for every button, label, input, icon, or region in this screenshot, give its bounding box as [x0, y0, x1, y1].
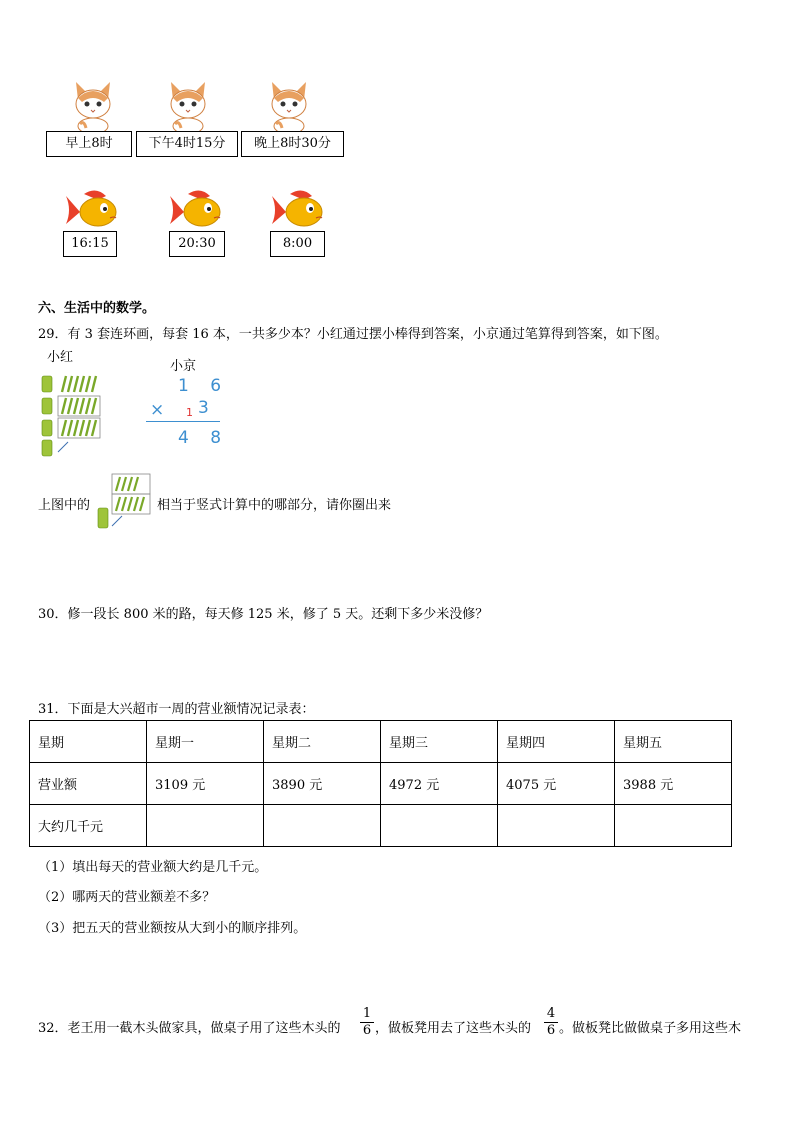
question-29-prompt-after: 相当于竖式计算中的哪部分，请你圈出来	[157, 498, 392, 513]
question-31-sub1: （1）填出每天的营业额大约是几千元。	[38, 860, 268, 875]
clock-label-box: 20:30	[169, 231, 225, 257]
table-cell: 4075 元	[498, 763, 615, 805]
table-header-cell: 星期二	[264, 721, 381, 763]
calc-top-digits: 1 6	[178, 376, 230, 396]
calc-line	[146, 421, 220, 422]
table-header-cell: 星期四	[498, 721, 615, 763]
time-label-box: 早上8时	[46, 131, 132, 157]
question-31-sub3: （3）把五天的营业额按从大到小的顺序排列。	[38, 921, 307, 936]
question-30-text: 30．修一段长 800 米的路，每天修 125 米，修了 5 天。还剩下多少米没修？	[38, 607, 489, 622]
time-label-box: 下午4时15分	[136, 131, 238, 157]
clock-label-box: 8:00	[270, 231, 325, 257]
table-cell: 3890 元	[264, 763, 381, 805]
table-header-cell: 星期五	[615, 721, 732, 763]
table-cell: 3988 元	[615, 763, 732, 805]
calc-result-digits: 4 8	[178, 428, 230, 448]
answer-cell[interactable]	[147, 805, 264, 847]
table-row	[30, 721, 732, 763]
calc-times-sign: ×	[150, 400, 165, 420]
fraction-four-sixths	[544, 1006, 558, 1039]
calc-carry-digit: 1	[186, 406, 193, 419]
question-31-sub2: （2）哪两天的营业额差不多？	[38, 890, 216, 905]
table-cell: 营业额	[30, 763, 147, 805]
table-header-cell: 星期三	[381, 721, 498, 763]
answer-cell[interactable]	[381, 805, 498, 847]
sales-table	[29, 720, 732, 847]
answer-cell[interactable]	[498, 805, 615, 847]
question-32-part2: ，做板凳用去了这些木头的	[375, 1021, 532, 1036]
answer-cell[interactable]	[264, 805, 381, 847]
xiaojing-label: 小京	[170, 359, 197, 374]
fraction-denominator: 6	[546, 1023, 556, 1038]
table-header-cell: 星期	[30, 721, 147, 763]
table-header-cell: 星期一	[147, 721, 264, 763]
sticks-group-image	[94, 472, 154, 532]
question-31-text: 31．下面是大兴超市一周的营业额情况记录表：	[38, 702, 315, 717]
fraction-denominator: 6	[362, 1023, 372, 1038]
answer-cell[interactable]	[615, 805, 732, 847]
table-cell: 大约几千元	[30, 805, 147, 847]
clock-label-box: 16:15	[63, 231, 117, 257]
xiaohong-label: 小红	[47, 350, 74, 365]
fraction-one-sixth	[360, 1006, 374, 1039]
question-29-text: 29．有 3 套连环画，每套 16 本，一共多少本？小红通过摆小棒得到答案，小京通过笔算得到答案，如下图。	[38, 327, 668, 342]
table-row	[30, 805, 732, 847]
time-label-box: 晚上8时30分	[241, 131, 344, 157]
fish-image	[62, 188, 120, 232]
cat-image	[266, 80, 312, 132]
fraction-numerator: 4	[544, 1006, 558, 1023]
cat-image	[165, 80, 211, 132]
fish-image	[268, 188, 326, 232]
question-32-part1: 32．老王用一截木头做家具，做桌子用了这些木头的	[38, 1021, 341, 1036]
table-cell: 4972 元	[381, 763, 498, 805]
calc-bottom-digit: 3	[198, 398, 209, 418]
sticks-image	[38, 372, 106, 460]
section-title: 六、生活中的数学。	[38, 301, 156, 316]
table-cell: 3109 元	[147, 763, 264, 805]
table-row	[30, 763, 732, 805]
question-32-part3: 。做板凳比做做桌子多用这些木	[559, 1021, 742, 1036]
fish-image	[166, 188, 224, 232]
fraction-numerator: 1	[360, 1006, 374, 1023]
question-29-prompt-before: 上图中的	[38, 498, 91, 513]
cat-image	[70, 80, 116, 132]
